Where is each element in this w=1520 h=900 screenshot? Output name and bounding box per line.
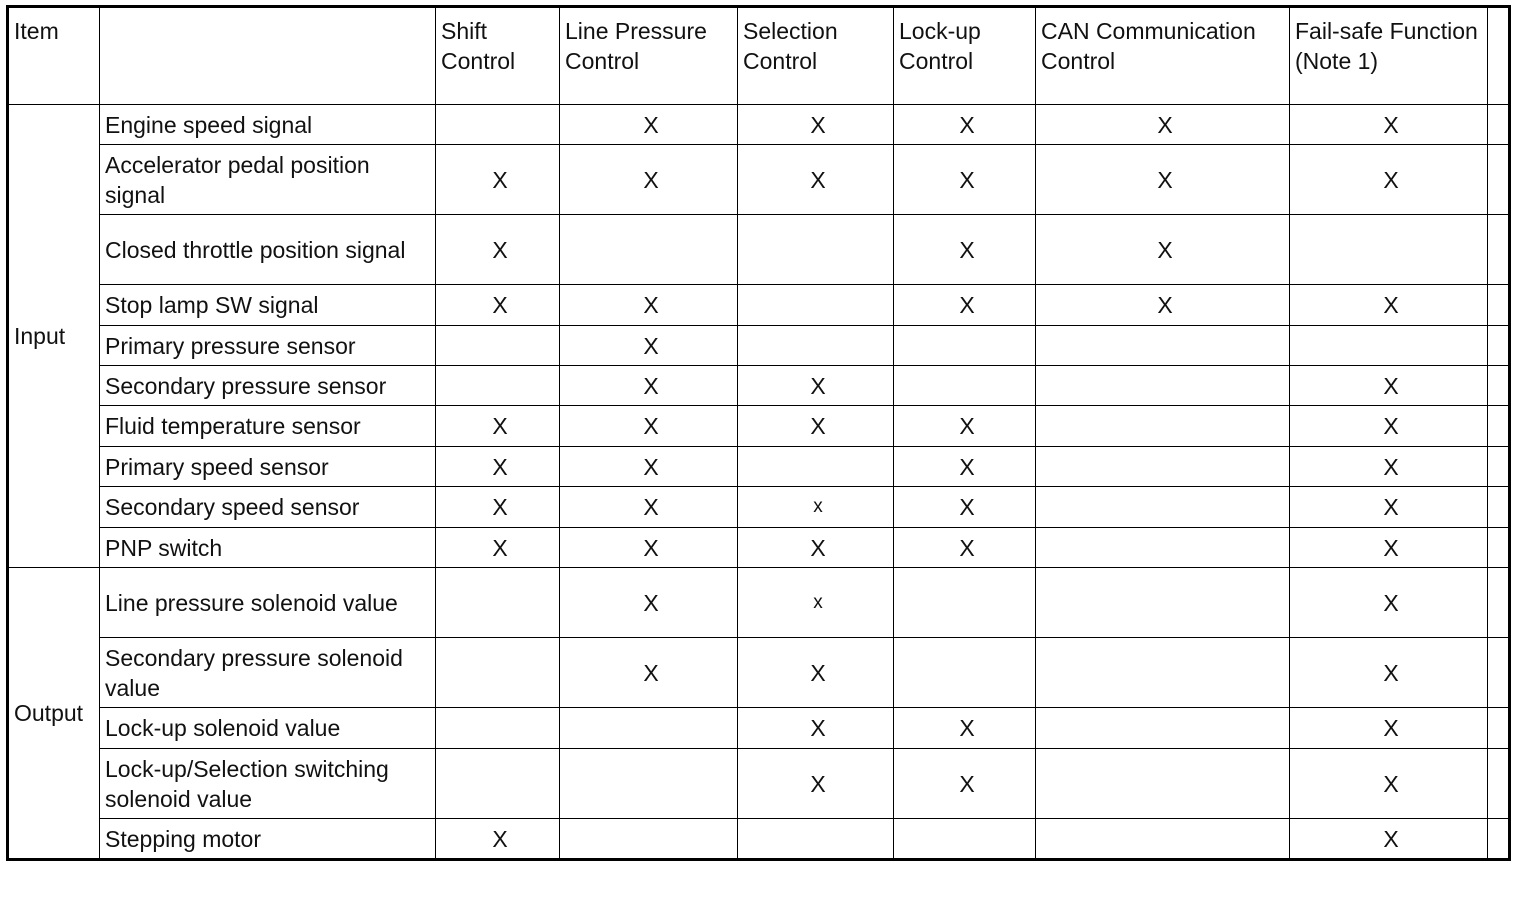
row-spacer — [1488, 145, 1510, 215]
header-item: Item — [8, 7, 100, 105]
mark-shift: X — [436, 447, 560, 487]
mark-can-communication — [1036, 528, 1290, 568]
mark-lock-up: X — [894, 215, 1036, 285]
row-label: Stop lamp SW signal — [100, 285, 436, 326]
row-spacer — [1488, 215, 1510, 285]
mark-line-pressure: X — [560, 568, 738, 638]
header-signal — [100, 7, 436, 105]
mark-fail-safe: X — [1290, 366, 1488, 406]
mark-lock-up: X — [894, 285, 1036, 326]
mark-fail-safe: X — [1290, 749, 1488, 819]
row-spacer — [1488, 487, 1510, 528]
mark-can-communication — [1036, 366, 1290, 406]
row-spacer — [1488, 819, 1510, 860]
row-label: Secondary pressure sensor — [100, 366, 436, 406]
table-row — [8, 819, 1510, 860]
header-lock-up-control: Lock-up Control — [894, 7, 1036, 105]
row-spacer — [1488, 638, 1510, 708]
mark-lock-up: X — [894, 105, 1036, 145]
mark-fail-safe: X — [1290, 406, 1488, 447]
mark-selection: X — [738, 749, 894, 819]
mark-selection — [738, 215, 894, 285]
mark-line-pressure: X — [560, 285, 738, 326]
table-row — [8, 285, 1510, 326]
row-label: Accelerator pedal position signal — [100, 145, 436, 215]
mark-can-communication — [1036, 568, 1290, 638]
table-row — [8, 528, 1510, 568]
row-label: Secondary speed sensor — [100, 487, 436, 528]
header-spacer — [1488, 7, 1510, 105]
row-label: PNP switch — [100, 528, 436, 568]
mark-can-communication — [1036, 406, 1290, 447]
table-row — [8, 145, 1510, 215]
mark-lock-up — [894, 366, 1036, 406]
table-row — [8, 447, 1510, 487]
mark-selection: X — [738, 708, 894, 749]
row-label: Fluid temperature sensor — [100, 406, 436, 447]
mark-lock-up: X — [894, 749, 1036, 819]
row-spacer — [1488, 105, 1510, 145]
row-label: Closed throttle position signal — [100, 215, 436, 285]
mark-lock-up — [894, 568, 1036, 638]
mark-shift — [436, 749, 560, 819]
mark-can-communication: X — [1036, 145, 1290, 215]
row-spacer — [1488, 708, 1510, 749]
mark-can-communication — [1036, 326, 1290, 366]
mark-line-pressure: X — [560, 447, 738, 487]
table-row — [8, 487, 1510, 528]
mark-line-pressure: X — [560, 638, 738, 708]
group-label-output: Output — [8, 568, 100, 860]
mark-line-pressure: X — [560, 145, 738, 215]
row-spacer — [1488, 326, 1510, 366]
header-fail-safe-function: Fail-safe Function (Note 1) — [1290, 7, 1488, 105]
mark-lock-up: X — [894, 145, 1036, 215]
row-label: Lock-up solenoid value — [100, 708, 436, 749]
mark-lock-up — [894, 326, 1036, 366]
table-row — [8, 215, 1510, 285]
header-selection-control: Selection Control — [738, 7, 894, 105]
table-row — [8, 366, 1510, 406]
mark-shift: X — [436, 215, 560, 285]
mark-lock-up: X — [894, 487, 1036, 528]
mark-fail-safe: X — [1290, 708, 1488, 749]
row-label: Secondary pressure solenoid value — [100, 638, 436, 708]
mark-shift — [436, 708, 560, 749]
mark-shift — [436, 638, 560, 708]
row-label: Line pressure solenoid value — [100, 568, 436, 638]
table-body — [8, 105, 1510, 860]
table-row — [8, 326, 1510, 366]
mark-selection: X — [738, 406, 894, 447]
group-label-input: Input — [8, 105, 100, 568]
mark-line-pressure — [560, 819, 738, 860]
mark-line-pressure — [560, 215, 738, 285]
mark-fail-safe: X — [1290, 568, 1488, 638]
table-row — [8, 749, 1510, 819]
row-spacer — [1488, 568, 1510, 638]
mark-shift: X — [436, 528, 560, 568]
mark-line-pressure: X — [560, 528, 738, 568]
mark-shift — [436, 568, 560, 638]
mark-line-pressure — [560, 749, 738, 819]
mark-can-communication: X — [1036, 285, 1290, 326]
row-spacer — [1488, 366, 1510, 406]
header-line-pressure-control: Line Pressure Control — [560, 7, 738, 105]
row-spacer — [1488, 406, 1510, 447]
table-row — [8, 105, 1510, 145]
mark-shift — [436, 105, 560, 145]
mark-selection — [738, 326, 894, 366]
mark-fail-safe: X — [1290, 819, 1488, 860]
control-matrix-table — [6, 5, 1511, 861]
mark-fail-safe: X — [1290, 145, 1488, 215]
mark-shift: X — [436, 145, 560, 215]
mark-selection — [738, 447, 894, 487]
mark-fail-safe: X — [1290, 638, 1488, 708]
row-label: Lock-up/Selection switching solenoid value — [100, 749, 436, 819]
mark-selection: x — [738, 487, 894, 528]
row-label: Primary speed sensor — [100, 447, 436, 487]
table-row — [8, 406, 1510, 447]
mark-shift: X — [436, 406, 560, 447]
row-label: Primary pressure sensor — [100, 326, 436, 366]
mark-fail-safe: X — [1290, 487, 1488, 528]
mark-can-communication — [1036, 447, 1290, 487]
mark-selection: X — [738, 528, 894, 568]
mark-shift: X — [436, 285, 560, 326]
header-can-communication-control: CAN Communication Control — [1036, 7, 1290, 105]
table-row — [8, 638, 1510, 708]
mark-line-pressure: X — [560, 366, 738, 406]
row-label: Engine speed signal — [100, 105, 436, 145]
mark-lock-up: X — [894, 447, 1036, 487]
mark-shift: X — [436, 487, 560, 528]
header-row — [8, 7, 1510, 105]
row-spacer — [1488, 447, 1510, 487]
row-label: Stepping motor — [100, 819, 436, 860]
row-spacer — [1488, 749, 1510, 819]
mark-fail-safe: X — [1290, 105, 1488, 145]
mark-selection: X — [738, 638, 894, 708]
mark-shift — [436, 326, 560, 366]
mark-line-pressure: X — [560, 487, 738, 528]
mark-line-pressure: X — [560, 406, 738, 447]
table-row — [8, 568, 1510, 638]
mark-can-communication — [1036, 487, 1290, 528]
mark-line-pressure: X — [560, 326, 738, 366]
table-row — [8, 708, 1510, 749]
mark-selection — [738, 285, 894, 326]
mark-lock-up — [894, 819, 1036, 860]
mark-can-communication: X — [1036, 105, 1290, 145]
row-spacer — [1488, 285, 1510, 326]
mark-fail-safe: X — [1290, 528, 1488, 568]
mark-selection: X — [738, 145, 894, 215]
mark-shift: X — [436, 819, 560, 860]
mark-selection: x — [738, 568, 894, 638]
mark-lock-up — [894, 638, 1036, 708]
mark-fail-safe — [1290, 326, 1488, 366]
mark-fail-safe: X — [1290, 447, 1488, 487]
mark-line-pressure — [560, 708, 738, 749]
mark-fail-safe: X — [1290, 285, 1488, 326]
mark-fail-safe — [1290, 215, 1488, 285]
header-shift-control: Shift Control — [436, 7, 560, 105]
mark-shift — [436, 366, 560, 406]
mark-selection — [738, 819, 894, 860]
mark-lock-up: X — [894, 528, 1036, 568]
mark-selection: X — [738, 366, 894, 406]
mark-can-communication — [1036, 749, 1290, 819]
mark-lock-up: X — [894, 708, 1036, 749]
mark-selection: X — [738, 105, 894, 145]
mark-lock-up: X — [894, 406, 1036, 447]
mark-can-communication — [1036, 708, 1290, 749]
row-spacer — [1488, 528, 1510, 568]
mark-can-communication: X — [1036, 215, 1290, 285]
mark-can-communication — [1036, 819, 1290, 860]
mark-line-pressure: X — [560, 105, 738, 145]
mark-can-communication — [1036, 638, 1290, 708]
